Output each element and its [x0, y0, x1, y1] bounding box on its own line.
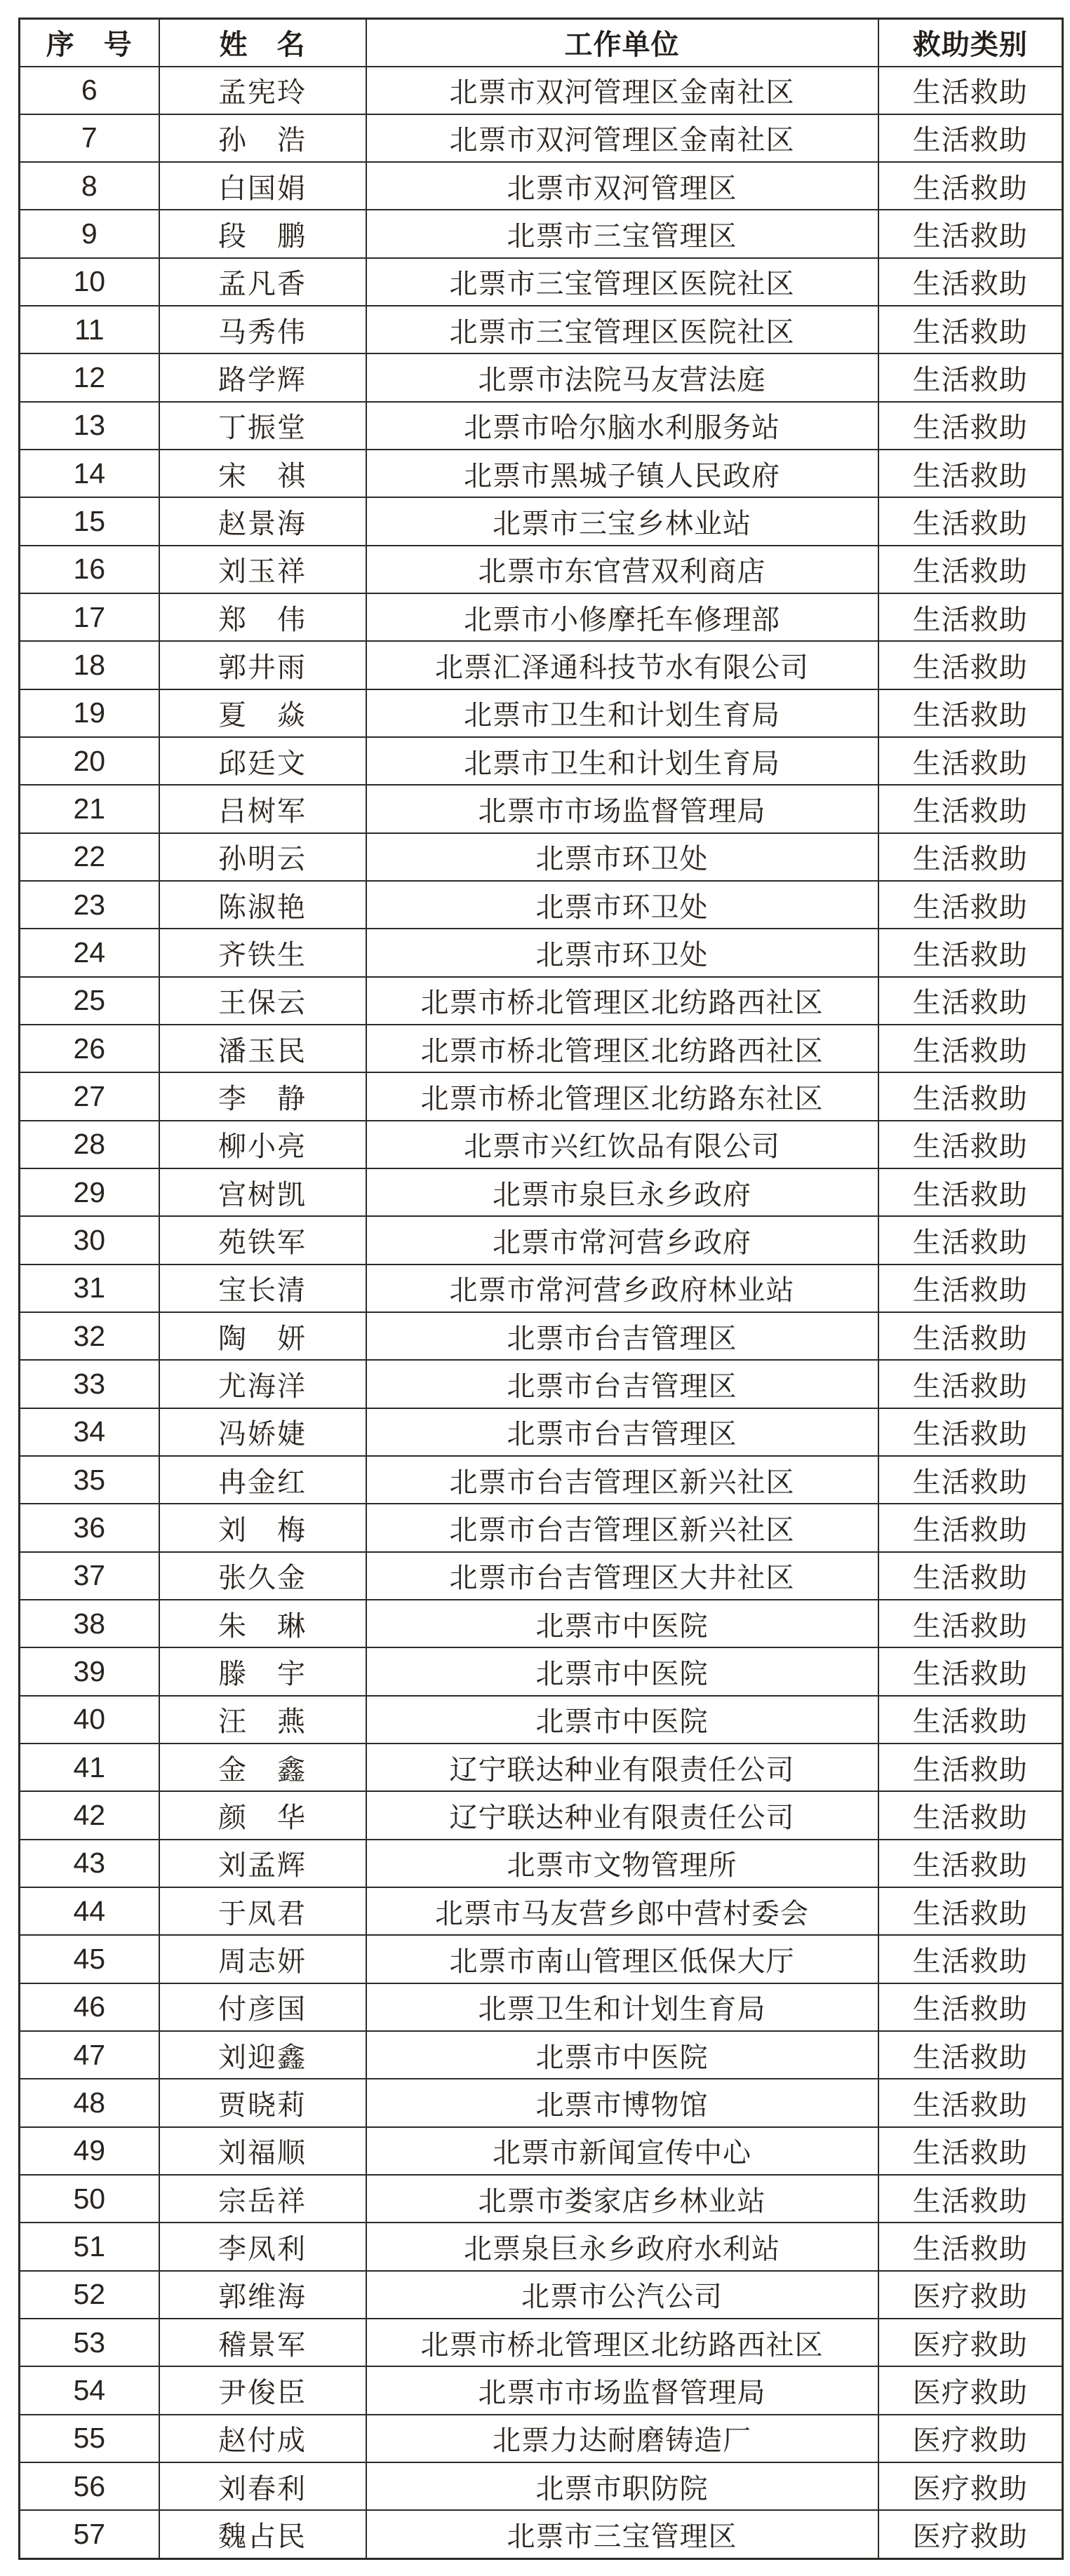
table-row	[20, 2271, 1063, 2319]
cell-serial-number: 17	[20, 593, 159, 641]
cell-person-name: 孟宪玲	[159, 67, 366, 114]
cell-person-name: 李 静	[159, 1072, 366, 1120]
cell-person-name: 于凤君	[159, 1887, 366, 1935]
cell-work-unit: 北票市东官营双利商店	[366, 546, 878, 593]
cell-serial-number: 22	[20, 833, 159, 881]
cell-work-unit: 北票市桥北管理区北纺路西社区	[366, 2319, 878, 2366]
cell-work-unit: 北票市中医院	[366, 2031, 878, 2079]
cell-person-name: 刘福顺	[159, 2127, 366, 2175]
cell-serial-number: 38	[20, 1600, 159, 1647]
cell-assistance-category: 生活救助	[878, 593, 1063, 641]
cell-work-unit: 北票市黑城子镇人民政府	[366, 450, 878, 497]
table-row	[20, 689, 1063, 737]
table-row	[20, 2079, 1063, 2126]
cell-person-name: 周志妍	[159, 1935, 366, 1983]
cell-assistance-category: 生活救助	[878, 1360, 1063, 1408]
cell-serial-number: 6	[20, 67, 159, 114]
cell-work-unit: 北票市哈尔脑水利服务站	[366, 402, 878, 450]
cell-assistance-category: 生活救助	[878, 1312, 1063, 1360]
cell-person-name: 白国娟	[159, 162, 366, 210]
cell-serial-number: 8	[20, 162, 159, 210]
cell-person-name: 郭井雨	[159, 641, 366, 689]
table-row	[20, 1983, 1063, 2031]
cell-work-unit: 北票市兴红饮品有限公司	[366, 1121, 878, 1168]
cell-assistance-category: 生活救助	[878, 162, 1063, 210]
table-row	[20, 1935, 1063, 1983]
cell-serial-number: 41	[20, 1744, 159, 1791]
cell-assistance-category: 生活救助	[878, 1696, 1063, 1744]
cell-work-unit: 北票市桥北管理区北纺路西社区	[366, 1025, 878, 1072]
cell-assistance-category: 生活救助	[878, 402, 1063, 450]
column-header-name: 姓 名	[159, 19, 366, 67]
cell-assistance-category: 生活救助	[878, 1072, 1063, 1120]
table-row	[20, 1840, 1063, 1887]
column-header-unit: 工作单位	[366, 19, 878, 67]
table-row	[20, 258, 1063, 306]
cell-assistance-category: 生活救助	[878, 737, 1063, 785]
cell-serial-number: 27	[20, 1072, 159, 1120]
cell-work-unit: 北票市三宝管理区	[366, 210, 878, 257]
cell-work-unit: 北票市卫生和计划生育局	[366, 689, 878, 737]
cell-work-unit: 北票市台吉管理区大井社区	[366, 1552, 878, 1600]
cell-serial-number: 10	[20, 258, 159, 306]
cell-assistance-category: 生活救助	[878, 306, 1063, 353]
cell-serial-number: 19	[20, 689, 159, 737]
header-row	[20, 19, 1063, 67]
cell-serial-number: 47	[20, 2031, 159, 2079]
cell-serial-number: 26	[20, 1025, 159, 1072]
cell-assistance-category: 生活救助	[878, 1744, 1063, 1791]
cell-serial-number: 7	[20, 114, 159, 162]
table-row	[20, 2366, 1063, 2414]
table-row	[20, 497, 1063, 545]
cell-assistance-category: 生活救助	[878, 881, 1063, 929]
cell-person-name: 刘孟辉	[159, 1840, 366, 1887]
cell-assistance-category: 生活救助	[878, 497, 1063, 545]
table-row	[20, 785, 1063, 832]
cell-serial-number: 32	[20, 1312, 159, 1360]
table-row	[20, 1312, 1063, 1360]
cell-assistance-category: 医疗救助	[878, 2319, 1063, 2366]
cell-work-unit: 北票市双河管理区	[366, 162, 878, 210]
cell-work-unit: 北票市环卫处	[366, 881, 878, 929]
cell-assistance-category: 生活救助	[878, 2031, 1063, 2079]
cell-person-name: 付彦国	[159, 1983, 366, 2031]
table-row	[20, 977, 1063, 1025]
cell-assistance-category: 生活救助	[878, 1216, 1063, 1264]
table-row	[20, 1456, 1063, 1504]
cell-person-name: 冯娇婕	[159, 1408, 366, 1456]
table-row	[20, 2175, 1063, 2223]
cell-person-name: 刘 梅	[159, 1504, 366, 1551]
cell-serial-number: 45	[20, 1935, 159, 1983]
cell-serial-number: 51	[20, 2223, 159, 2270]
cell-work-unit: 北票市台吉管理区新兴社区	[366, 1456, 878, 1504]
cell-serial-number: 18	[20, 641, 159, 689]
cell-serial-number: 55	[20, 2415, 159, 2462]
cell-work-unit: 北票市三宝管理区医院社区	[366, 258, 878, 306]
cell-work-unit: 北票市环卫处	[366, 929, 878, 976]
cell-work-unit: 北票市桥北管理区北纺路西社区	[366, 977, 878, 1025]
cell-work-unit: 北票市文物管理所	[366, 1840, 878, 1887]
cell-work-unit: 北票市职防院	[366, 2462, 878, 2510]
cell-serial-number: 57	[20, 2510, 159, 2558]
cell-assistance-category: 生活救助	[878, 258, 1063, 306]
cell-work-unit: 北票市双河管理区金南社区	[366, 114, 878, 162]
cell-assistance-category: 生活救助	[878, 2223, 1063, 2270]
table-row	[20, 114, 1063, 162]
cell-assistance-category: 生活救助	[878, 2127, 1063, 2175]
cell-serial-number: 24	[20, 929, 159, 976]
table-row	[20, 2415, 1063, 2462]
cell-work-unit: 辽宁联达种业有限责任公司	[366, 1744, 878, 1791]
cell-person-name: 金 鑫	[159, 1744, 366, 1791]
cell-serial-number: 36	[20, 1504, 159, 1551]
cell-assistance-category: 生活救助	[878, 1840, 1063, 1887]
cell-person-name: 路学辉	[159, 353, 366, 401]
table-row	[20, 402, 1063, 450]
cell-assistance-category: 生活救助	[878, 1887, 1063, 1935]
cell-person-name: 陶 妍	[159, 1312, 366, 1360]
cell-work-unit: 北票市三宝乡林业站	[366, 497, 878, 545]
cell-assistance-category: 医疗救助	[878, 2415, 1063, 2462]
table-row	[20, 1265, 1063, 1312]
table-row	[20, 881, 1063, 929]
cell-work-unit: 北票市法院马友营法庭	[366, 353, 878, 401]
cell-person-name: 刘玉祥	[159, 546, 366, 593]
cell-person-name: 颜 华	[159, 1791, 366, 1839]
cell-work-unit: 北票市三宝管理区	[366, 2510, 878, 2558]
cell-person-name: 邱廷文	[159, 737, 366, 785]
cell-assistance-category: 生活救助	[878, 450, 1063, 497]
cell-person-name: 冉金红	[159, 1456, 366, 1504]
cell-work-unit: 辽宁联达种业有限责任公司	[366, 1791, 878, 1839]
cell-person-name: 宗岳祥	[159, 2175, 366, 2223]
cell-person-name: 段 鹏	[159, 210, 366, 257]
cell-serial-number: 14	[20, 450, 159, 497]
cell-serial-number: 25	[20, 977, 159, 1025]
cell-serial-number: 31	[20, 1265, 159, 1312]
cell-person-name: 陈淑艳	[159, 881, 366, 929]
table-row	[20, 1408, 1063, 1456]
cell-serial-number: 34	[20, 1408, 159, 1456]
table-row	[20, 1168, 1063, 1216]
cell-work-unit: 北票泉巨永乡政府水利站	[366, 2223, 878, 2270]
cell-person-name: 赵景海	[159, 497, 366, 545]
cell-person-name: 稽景军	[159, 2319, 366, 2366]
cell-serial-number: 42	[20, 1791, 159, 1839]
cell-work-unit: 北票卫生和计划生育局	[366, 1983, 878, 2031]
cell-person-name: 孙 浩	[159, 114, 366, 162]
cell-person-name: 齐铁生	[159, 929, 366, 976]
table-row	[20, 2510, 1063, 2558]
table-row	[20, 162, 1063, 210]
table-row	[20, 2319, 1063, 2366]
cell-assistance-category: 生活救助	[878, 1025, 1063, 1072]
cell-serial-number: 54	[20, 2366, 159, 2414]
table-row	[20, 641, 1063, 689]
cell-person-name: 孟凡香	[159, 258, 366, 306]
cell-work-unit: 北票市小修摩托车修理部	[366, 593, 878, 641]
cell-person-name: 刘迎鑫	[159, 2031, 366, 2079]
table-row	[20, 306, 1063, 353]
cell-work-unit: 北票市新闻宣传中心	[366, 2127, 878, 2175]
cell-serial-number: 39	[20, 1647, 159, 1695]
table-row	[20, 1647, 1063, 1695]
cell-serial-number: 49	[20, 2127, 159, 2175]
cell-serial-number: 16	[20, 546, 159, 593]
assistance-roster-table	[18, 18, 1064, 2560]
cell-work-unit: 北票市市场监督管理局	[366, 785, 878, 832]
cell-work-unit: 北票市公汽公司	[366, 2271, 878, 2319]
cell-serial-number: 48	[20, 2079, 159, 2126]
cell-assistance-category: 生活救助	[878, 833, 1063, 881]
cell-person-name: 张久金	[159, 1552, 366, 1600]
cell-serial-number: 50	[20, 2175, 159, 2223]
table-row	[20, 737, 1063, 785]
cell-person-name: 潘玉民	[159, 1025, 366, 1072]
cell-work-unit: 北票市台吉管理区	[366, 1360, 878, 1408]
cell-assistance-category: 生活救助	[878, 641, 1063, 689]
column-header-index: 序 号	[20, 19, 159, 67]
cell-person-name: 汪 燕	[159, 1696, 366, 1744]
table-row	[20, 1744, 1063, 1791]
cell-person-name: 宫树凯	[159, 1168, 366, 1216]
cell-work-unit: 北票市中医院	[366, 1600, 878, 1647]
cell-person-name: 朱 琳	[159, 1600, 366, 1647]
table-body	[20, 67, 1063, 2559]
cell-person-name: 苑铁军	[159, 1216, 366, 1264]
table-row	[20, 929, 1063, 976]
cell-work-unit: 北票市市场监督管理局	[366, 2366, 878, 2414]
cell-work-unit: 北票市中医院	[366, 1696, 878, 1744]
cell-serial-number: 23	[20, 881, 159, 929]
cell-serial-number: 53	[20, 2319, 159, 2366]
cell-assistance-category: 生活救助	[878, 929, 1063, 976]
table-row	[20, 2462, 1063, 2510]
table-row	[20, 1216, 1063, 1264]
cell-assistance-category: 生活救助	[878, 1983, 1063, 2031]
cell-assistance-category: 生活救助	[878, 977, 1063, 1025]
cell-serial-number: 52	[20, 2271, 159, 2319]
cell-assistance-category: 生活救助	[878, 1791, 1063, 1839]
table-row	[20, 1887, 1063, 1935]
cell-assistance-category: 生活救助	[878, 2175, 1063, 2223]
cell-serial-number: 35	[20, 1456, 159, 1504]
cell-assistance-category: 生活救助	[878, 546, 1063, 593]
cell-assistance-category: 生活救助	[878, 1935, 1063, 1983]
cell-person-name: 刘春利	[159, 2462, 366, 2510]
cell-serial-number: 11	[20, 306, 159, 353]
cell-serial-number: 40	[20, 1696, 159, 1744]
cell-work-unit: 北票市卫生和计划生育局	[366, 737, 878, 785]
cell-assistance-category: 生活救助	[878, 114, 1063, 162]
table-row	[20, 1072, 1063, 1120]
cell-serial-number: 21	[20, 785, 159, 832]
table-row	[20, 67, 1063, 114]
cell-assistance-category: 生活救助	[878, 2079, 1063, 2126]
table-row	[20, 1696, 1063, 1744]
cell-work-unit: 北票市环卫处	[366, 833, 878, 881]
cell-person-name: 马秀伟	[159, 306, 366, 353]
cell-person-name: 魏占民	[159, 2510, 366, 2558]
cell-person-name: 滕 宇	[159, 1647, 366, 1695]
cell-work-unit: 北票市双河管理区金南社区	[366, 67, 878, 114]
table-row	[20, 1121, 1063, 1168]
cell-assistance-category: 生活救助	[878, 1647, 1063, 1695]
cell-work-unit: 北票市台吉管理区	[366, 1408, 878, 1456]
cell-serial-number: 37	[20, 1552, 159, 1600]
cell-person-name: 丁振堂	[159, 402, 366, 450]
table-row	[20, 353, 1063, 401]
table-row	[20, 833, 1063, 881]
cell-assistance-category: 生活救助	[878, 210, 1063, 257]
cell-serial-number: 56	[20, 2462, 159, 2510]
cell-work-unit: 北票市常河营乡政府	[366, 1216, 878, 1264]
cell-assistance-category: 生活救助	[878, 1552, 1063, 1600]
cell-assistance-category: 医疗救助	[878, 2462, 1063, 2510]
column-header-category: 救助类别	[878, 19, 1063, 67]
cell-assistance-category: 生活救助	[878, 1408, 1063, 1456]
cell-assistance-category: 生活救助	[878, 353, 1063, 401]
cell-person-name: 孙明云	[159, 833, 366, 881]
cell-serial-number: 44	[20, 1887, 159, 1935]
cell-serial-number: 30	[20, 1216, 159, 1264]
cell-assistance-category: 生活救助	[878, 1121, 1063, 1168]
table-row	[20, 2223, 1063, 2270]
cell-serial-number: 28	[20, 1121, 159, 1168]
cell-assistance-category: 医疗救助	[878, 2271, 1063, 2319]
cell-person-name: 宋 祺	[159, 450, 366, 497]
cell-serial-number: 12	[20, 353, 159, 401]
cell-person-name: 吕树军	[159, 785, 366, 832]
cell-work-unit: 北票市马友营乡郎中营村委会	[366, 1887, 878, 1935]
table-row	[20, 2127, 1063, 2175]
cell-assistance-category: 生活救助	[878, 689, 1063, 737]
cell-work-unit: 北票市泉巨永乡政府	[366, 1168, 878, 1216]
cell-person-name: 李凤利	[159, 2223, 366, 2270]
cell-person-name: 柳小亮	[159, 1121, 366, 1168]
table-row	[20, 546, 1063, 593]
cell-work-unit: 北票市三宝管理区医院社区	[366, 306, 878, 353]
table-row	[20, 1552, 1063, 1600]
table-row	[20, 1025, 1063, 1072]
cell-serial-number: 15	[20, 497, 159, 545]
cell-assistance-category: 医疗救助	[878, 2510, 1063, 2558]
cell-work-unit: 北票市娄家店乡林业站	[366, 2175, 878, 2223]
cell-person-name: 尹俊臣	[159, 2366, 366, 2414]
cell-serial-number: 46	[20, 1983, 159, 2031]
table-row	[20, 210, 1063, 257]
cell-person-name: 夏 焱	[159, 689, 366, 737]
cell-work-unit: 北票市常河营乡政府林业站	[366, 1265, 878, 1312]
cell-serial-number: 43	[20, 1840, 159, 1887]
table-row	[20, 1360, 1063, 1408]
table-row	[20, 2031, 1063, 2079]
cell-person-name: 贾晓莉	[159, 2079, 366, 2126]
table-row	[20, 1791, 1063, 1839]
cell-serial-number: 9	[20, 210, 159, 257]
cell-assistance-category: 生活救助	[878, 1168, 1063, 1216]
cell-assistance-category: 生活救助	[878, 785, 1063, 832]
table-row	[20, 450, 1063, 497]
cell-work-unit: 北票市南山管理区低保大厅	[366, 1935, 878, 1983]
cell-assistance-category: 医疗救助	[878, 2366, 1063, 2414]
cell-assistance-category: 生活救助	[878, 67, 1063, 114]
cell-serial-number: 33	[20, 1360, 159, 1408]
cell-work-unit: 北票力达耐磨铸造厂	[366, 2415, 878, 2462]
cell-work-unit: 北票市中医院	[366, 1647, 878, 1695]
cell-serial-number: 29	[20, 1168, 159, 1216]
cell-assistance-category: 生活救助	[878, 1504, 1063, 1551]
table-row	[20, 1600, 1063, 1647]
cell-person-name: 赵付成	[159, 2415, 366, 2462]
cell-work-unit: 北票市博物馆	[366, 2079, 878, 2126]
cell-assistance-category: 生活救助	[878, 1265, 1063, 1312]
cell-work-unit: 北票市台吉管理区新兴社区	[366, 1504, 878, 1551]
cell-work-unit: 北票市台吉管理区	[366, 1312, 878, 1360]
cell-person-name: 郑 伟	[159, 593, 366, 641]
cell-person-name: 王保云	[159, 977, 366, 1025]
cell-work-unit: 北票汇泽通科技节水有限公司	[366, 641, 878, 689]
cell-work-unit: 北票市桥北管理区北纺路东社区	[366, 1072, 878, 1120]
cell-assistance-category: 生活救助	[878, 1456, 1063, 1504]
cell-person-name: 宝长清	[159, 1265, 366, 1312]
cell-serial-number: 13	[20, 402, 159, 450]
cell-person-name: 尤海洋	[159, 1360, 366, 1408]
table-row	[20, 1504, 1063, 1551]
cell-person-name: 郭维海	[159, 2271, 366, 2319]
table-row	[20, 593, 1063, 641]
cell-assistance-category: 生活救助	[878, 1600, 1063, 1647]
cell-serial-number: 20	[20, 737, 159, 785]
